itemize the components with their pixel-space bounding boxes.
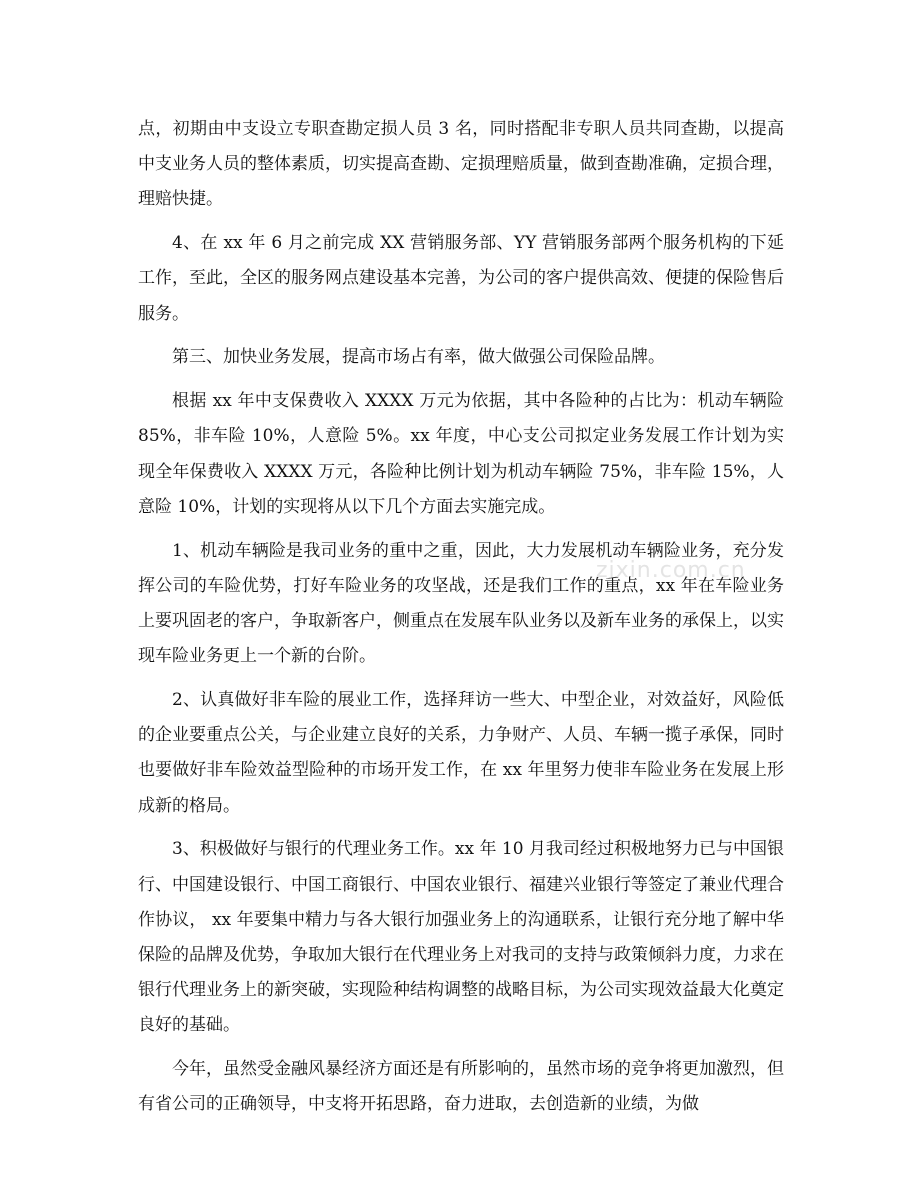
paragraph-conclusion: 今年，虽然受金融风暴经济方面还是有所影响的，虽然市场的竞争将更加激烈，但有省公司的正确领导，中支将开拓思路，奋力进取，去创造新的业绩，为做 <box>138 1059 784 1115</box>
paragraph-item-3: 3、积极做好与银行的代理业务工作。xx 年 10 月我司经过积极地努力已与中国银行、中国建设银行、中国工商银行、中国农业银行、福建兴业银行等签定了兼业代理合作协议， xx 年要集中精力与各大银行加强业务上的沟通联系，让银行充分地了解中华保险的品牌及优势，争取加大银行在代理业务上对我司的支持与政策倾斜力度，力求在银行代理业务上的新突破，实现险种结构调整的战略目标，为公司实现效益最大化奠定良好的基础。 <box>138 839 784 1036</box>
paragraph-item-4: 4、在 xx 年 6 月之前完成 XX 营销服务部、YY 营销服务部两个服务机构的下延工作，至此，全区的服务网点建设基本完善，为公司的客户提供高效、便捷的保险售后服务。 <box>138 233 784 324</box>
paragraph-premium-basis: 根据 xx 年中支保费收入 XXXX 万元为依据，其中各险种的占比为：机动车辆险 85%，非车险 10%，人意险 5%。xx 年度，中心支公司拟定业务发展工作计划为实现全年保费收入 XXXX 万元，各险种比例计划为机动车辆险 75%，非车险 15%，人意险 10%，计划的实现将从以下几个方面去实施完成。 <box>138 391 784 517</box>
watermark: zixin.com.cn <box>596 558 746 583</box>
document-body <box>138 112 784 1123</box>
section-heading-third: 第三、加快业务发展，提高市场占有率，做大做强公司保险品牌。 <box>172 347 665 368</box>
paragraph-continuation: 点，初期由中支设立专职查勘定损人员 3 名，同时搭配非专职人员共同查勘，以提高中支业务人员的整体素质，切实提高查勘、定损理赔质量，做到查勘准确，定损合理，理赔快捷。 <box>138 119 784 210</box>
paragraph-item-1: 1、机动车辆险是我司业务的重中之重，因此，大力发展机动车辆险业务，充分发挥公司的车险优势，打好车险业务的攻坚战，还是我们工作的重点，xx 年在车险业务上要巩固老的客户，争取新客户，侧重点在发展车队业务以及新车业务的承保上，以实现车险业务更上一个新的台阶。 <box>138 540 784 667</box>
paragraph-item-2: 2、认真做好非车险的展业工作，选择拜访一些大、中型企业，对效益好，风险低的企业要重点公关，与企业建立良好的关系，力争财产、人员、车辆一揽子承保，同时也要做好非车险效益型险种的市场开发工作，在 xx 年里努力使非车险业务在发展上形成新的格局。 <box>138 690 784 816</box>
